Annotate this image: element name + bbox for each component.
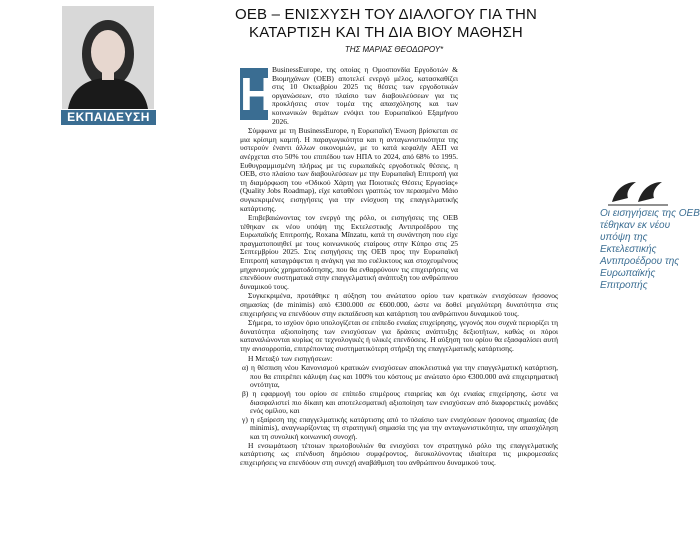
paragraph: Σύμφωνα με τη BusinessEurope, η Ευρωπαϊκή Ένωση βρίσκεται σε μια κρίσιμη καμπή. Η παραγωγικότητα και η ανταγωνιστικότητα της υστερούν έναντι άλλων οικονομιών, με το κατά κεφαλήν ΑΕΠ να ανέρχεται στο 50% του επιπέδου των ΗΠΑ το 2024, από 68% το 1995. Ευθυγραμμισμένη πλήρως με τις ευρωπαϊκές εργοδοτικές θέσεις, η ΟΕΒ, στο πλαίσιο των διαβουλεύσεων με την Ευρωπαϊκή Επιτροπή για τη διαμόρφωση του «Οδικού Χάρτη για Ποιοτικές Θέσεις Εργασίας» (Quality Jobs Roadmap), είχε καταθέσει γραπτώς τον περασμένο Μάιο συγκεκριμένες εισηγήσεις για την ενίσχυση της επαγγελματικής κατάρτισης. — [240, 126, 458, 213]
paragraph: BusinessEurope, της οποίας η Ομοσπονδία Εργοδοτών & Βιομηχάνων (ΟΕΒ) αποτελεί ενεργό μέλος, κατασκαθίζει στις 10 Οκτωβρίου 2025 τις θέσεις των εργοδοτικών οργανώσεων, στο πλαίσιο των διαβουλεύσεων για τις προκλήσεις στον τομέα της απασχόλησης και των κοινωνικών θεμάτων ενόψει του Ευρωπαϊκού Εξαμήνου 2026. — [272, 65, 458, 126]
section-label: ΕΚΠΑΙΔΕΥΣΗ — [61, 110, 156, 125]
paragraph: Επιβεβαιώνοντας τον ενεργό της ρόλο, οι εισηγήσεις της ΟΕΒ τέθηκαν εκ νέου υπόψη της Εκτελεστικής Αντιπροέδρου της Ευρωπαϊκής Επιτροπής, Roxana Mînzatu, κατά τη συνάντηση που είχε πραγματοποιηθεί με τους κοινωνικούς εταίρους στην Κύπρο στις 25 Σεπτεμβρίου 2025. Στις εισηγήσεις της ΟΕΒ προς την Ευρωπαϊκή Επιτροπή καταγράφεται η ανάγκη για πιο ευέλικτους και στοχευμένους μηχανισμούς χρηματοδότησης, που θα ενθαρρύνουν τις επιχειρήσεις να επενδύουν συστηματικά στην επαγγελματική ανάπτυξη του ανθρώπινου δυναμικού τους. — [240, 213, 458, 291]
pull-quote-text: Οι εισηγήσεις της ΟΕΒ τέθηκαν εκ νέου υπόψη της Εκτελεστικής Αντιπροέδρου της Ευρωπαϊκής Επιτροπής — [600, 208, 700, 291]
list-item: β) η εφαρμογή του ορίου σε επίπεδο επιμέρους εταιρείας και όχι ενιαίας επιχείρησης, ώστε να διασφαλιστεί πιο δίκαιη και αποτελεσματική αξιοποίηση των ενισχύσεων από διαφορετικές μονάδες ενός ομίλου, και — [242, 388, 558, 416]
pull-quote — [600, 176, 700, 292]
author-photo — [62, 6, 154, 109]
paragraph: Η Μεταξύ των εισηγήσεων: — [248, 353, 333, 363]
byline: ΤΗΣ ΜΑΡΙΑΣ ΘΕΟΔΩΡΟΥ* — [344, 45, 444, 54]
pullquote-space — [458, 66, 558, 276]
article-title-line-1: ΟΕΒ – ΕΝΙΣΧΥΣΗ ΤΟΥ ΔΙΑΛΟΓΟΥ ΓΙΑ ΤΗΝ — [234, 6, 538, 23]
paragraph: Συγκεκριμένα, προτάθηκε η αύξηση του ανώτατου ορίου των κρατικών ενισχύσεων ήσσονος σημασίας (de minimis) από €300.000 σε €600.000, ώστε να δοθεί μεγαλύτερη δυνατότητα στις επιχειρήσεις να επενδύουν στην εκπαίδευση και κατάρτιση του ανθρώπινου δυναμικού τους. — [240, 291, 558, 318]
drop-cap: Η — [240, 68, 274, 120]
paragraph: Σήμερα, το ισχύον όριο υπολογίζεται σε επίπεδο ενιαίας επιχείρησης, γεγονός που συχνά περιορίζει τη δυνατότητα αξιοποίησης των ενισχύσεων για δράσεις ανάπτυξης δεξιοτήτων, καθώς οι πόροι καταναλώνονται κυρίως σε τεχνολογικές ή υλικές επενδύσεις. Η αύξηση του ορίου θα εξασφαλίσει αυτή την ανισορροπία, επιτρέποντας συστηματικότερη στήριξη της επαγγελματικής κατάρτισης. — [240, 318, 558, 353]
article-title — [222, 6, 550, 42]
recommendations-list — [240, 364, 558, 441]
dropcap-space — [240, 66, 272, 120]
article-body — [240, 66, 558, 468]
paragraph: Η ενσωμάτωση τέτοιων πρωτοβουλιών θα ενισχύσει τον στρατηγικό ρόλο της επαγγελματικής κατάρτισης ως επένδυση δημόσιου συμφέροντος, διευκολύνοντας ιδιαίτερα τις μικρομεσαίες επιχειρήσεις να επενδύουν στη συνεχή αναβάθμιση του ανθρώπινου δυναμικού τους. — [240, 440, 558, 467]
quote-mark-icon — [608, 176, 668, 206]
article-title-line-2: ΚΑΤΑΡΤΙΣΗ ΚΑΙ ΤΗ ΔΙΑ ΒΙΟΥ ΜΑΘΗΣΗ — [249, 24, 523, 41]
list-item: α) η θέσπιση νέου Κανονισμού κρατικών ενισχύσεων αποκλειστικά για την επαγγελματική κατάρτιση, που θα επιτρέπει κάλυψη έως και 100% του κόστους με ανώτατο όριο €300.000 ανά επιχειρηματική οντότητα, — [242, 363, 558, 390]
list-item: γ) η εξαίρεση της επαγγελματικής κατάρτισης από το πλαίσιο των ενισχύσεων ήσσονος σημασίας (de minimis), αναγνωρίζοντας τη στρατηγική σημασία της για την ανταγωνιστικότητα, την απασχόληση και τη συνολική κοινωνική συνοχή. — [242, 414, 558, 441]
